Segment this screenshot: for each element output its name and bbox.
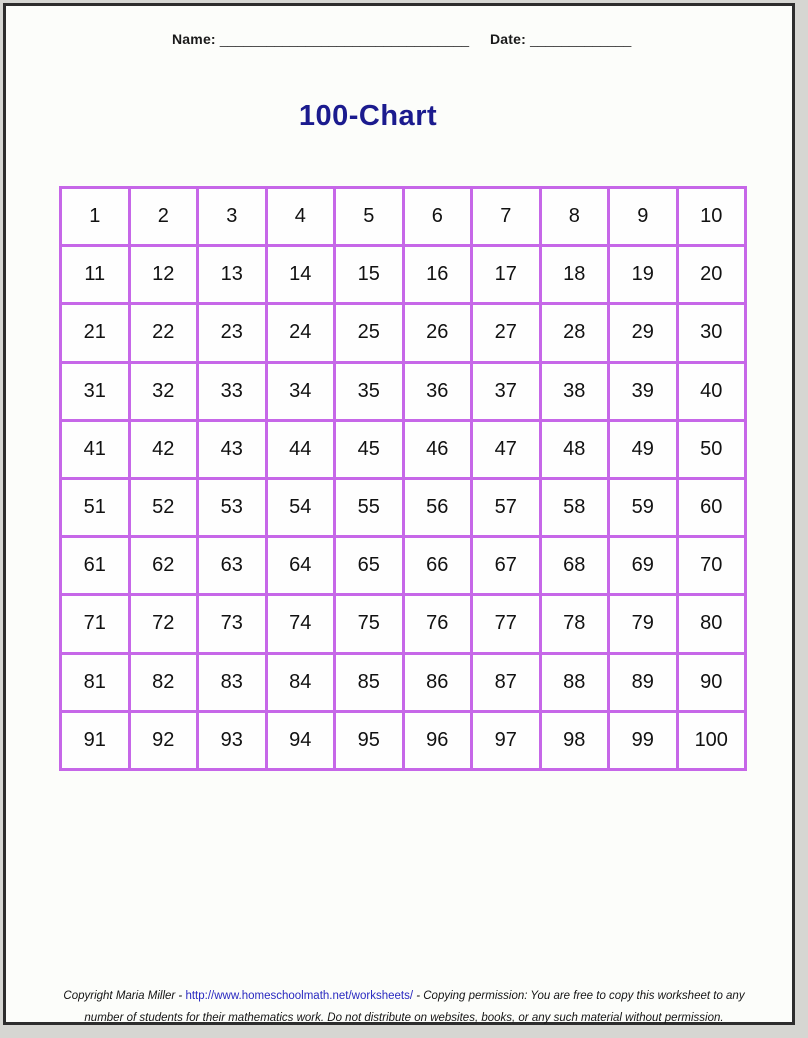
chart-cell: 26 [403,304,472,362]
chart-cell: 63 [198,537,267,595]
chart-cell: 11 [61,246,130,304]
chart-cell: 10 [677,188,746,246]
chart-cell: 77 [472,595,541,653]
chart-cell: 67 [472,537,541,595]
chart-cell: 6 [403,188,472,246]
chart-cell: 64 [266,537,335,595]
chart-cell: 59 [609,478,678,536]
chart-cell: 16 [403,246,472,304]
date-group [490,31,631,47]
chart-cell: 34 [266,362,335,420]
chart-cell: 33 [198,362,267,420]
chart-cell: 25 [335,304,404,362]
chart-cell: 8 [540,188,609,246]
chart-cell: 83 [198,653,267,711]
chart-cell: 37 [472,362,541,420]
chart-cell: 62 [129,537,198,595]
copyright-suffix: - Copying permission: You are free to copy this worksheet to any [413,990,745,1002]
chart-cell: 42 [129,420,198,478]
chart-cell: 89 [609,653,678,711]
chart-row [61,537,746,595]
chart-row [61,653,746,711]
chart-cell: 60 [677,478,746,536]
chart-cell: 76 [403,595,472,653]
chart-cell: 65 [335,537,404,595]
copyright-prefix: Copyright Maria Miller - [63,990,186,1002]
chart-cell: 39 [609,362,678,420]
chart-cell: 70 [677,537,746,595]
chart-cell: 80 [677,595,746,653]
chart-cell: 53 [198,478,267,536]
chart-cell: 13 [198,246,267,304]
chart-cell: 5 [335,188,404,246]
chart-cell: 78 [540,595,609,653]
chart-cell: 15 [335,246,404,304]
name-blank-line: ________________________________ [219,31,470,47]
chart-cell: 23 [198,304,267,362]
chart-cell: 74 [266,595,335,653]
chart-cell: 72 [129,595,198,653]
chart-cell: 2 [129,188,198,246]
chart-cell: 71 [61,595,130,653]
chart-cell: 40 [677,362,746,420]
chart-cell: 84 [266,653,335,711]
chart-cell: 90 [677,653,746,711]
chart-cell: 22 [129,304,198,362]
chart-cell: 32 [129,362,198,420]
chart-cell: 47 [472,420,541,478]
chart-cell: 31 [61,362,130,420]
chart-cell: 48 [540,420,609,478]
chart-cell: 36 [403,362,472,420]
chart-cell: 38 [540,362,609,420]
hundred-chart-table [59,186,747,771]
chart-cell: 45 [335,420,404,478]
chart-cell: 100 [677,711,746,769]
chart-row [61,595,746,653]
chart-cell: 94 [266,711,335,769]
chart-cell: 91 [61,711,130,769]
date-label: Date: [490,31,527,47]
hundred-chart-body [61,188,746,770]
chart-cell: 93 [198,711,267,769]
chart-cell: 49 [609,420,678,478]
chart-cell: 18 [540,246,609,304]
chart-cell: 52 [129,478,198,536]
chart-cell: 43 [198,420,267,478]
chart-cell: 85 [335,653,404,711]
copyright-line-2: number of students for their mathematics work. Do not distribute on websites, books, or any such material without permission. [84,1012,724,1024]
chart-row [61,711,746,769]
chart-cell: 7 [472,188,541,246]
chart-cell: 98 [540,711,609,769]
chart-cell: 97 [472,711,541,769]
chart-cell: 61 [61,537,130,595]
chart-cell: 56 [403,478,472,536]
chart-cell: 17 [472,246,541,304]
chart-cell: 82 [129,653,198,711]
chart-cell: 95 [335,711,404,769]
chart-cell: 27 [472,304,541,362]
chart-cell: 50 [677,420,746,478]
chart-cell: 24 [266,304,335,362]
chart-cell: 46 [403,420,472,478]
chart-cell: 88 [540,653,609,711]
name-date-header [172,31,732,47]
chart-cell: 28 [540,304,609,362]
chart-cell: 87 [472,653,541,711]
chart-cell: 44 [266,420,335,478]
chart-cell: 21 [61,304,130,362]
chart-row [61,188,746,246]
chart-cell: 99 [609,711,678,769]
chart-row [61,304,746,362]
chart-cell: 41 [61,420,130,478]
name-label: Name: [172,31,216,47]
chart-cell: 4 [266,188,335,246]
copyright-footer [0,985,808,1029]
copyright-line-1 [0,985,808,1007]
chart-cell: 29 [609,304,678,362]
chart-row [61,362,746,420]
chart-cell: 58 [540,478,609,536]
chart-cell: 57 [472,478,541,536]
chart-cell: 79 [609,595,678,653]
chart-cell: 69 [609,537,678,595]
chart-cell: 12 [129,246,198,304]
page-title: 100-Chart [298,100,438,132]
chart-cell: 75 [335,595,404,653]
chart-cell: 1 [61,188,130,246]
chart-cell: 14 [266,246,335,304]
chart-cell: 81 [61,653,130,711]
chart-cell: 54 [266,478,335,536]
chart-cell: 20 [677,246,746,304]
chart-cell: 96 [403,711,472,769]
homeschoolmath-link[interactable]: http://www.homeschoolmath.net/worksheets/ [185,990,414,1002]
chart-cell: 51 [61,478,130,536]
chart-row [61,420,746,478]
chart-cell: 19 [609,246,678,304]
chart-cell: 66 [403,537,472,595]
chart-row [61,478,746,536]
chart-cell: 92 [129,711,198,769]
chart-cell: 30 [677,304,746,362]
chart-cell: 86 [403,653,472,711]
chart-cell: 68 [540,537,609,595]
date-blank-line: _____________ [530,31,632,47]
chart-cell: 73 [198,595,267,653]
chart-cell: 9 [609,188,678,246]
chart-cell: 55 [335,478,404,536]
chart-row [61,246,746,304]
chart-cell: 35 [335,362,404,420]
chart-cell: 3 [198,188,267,246]
